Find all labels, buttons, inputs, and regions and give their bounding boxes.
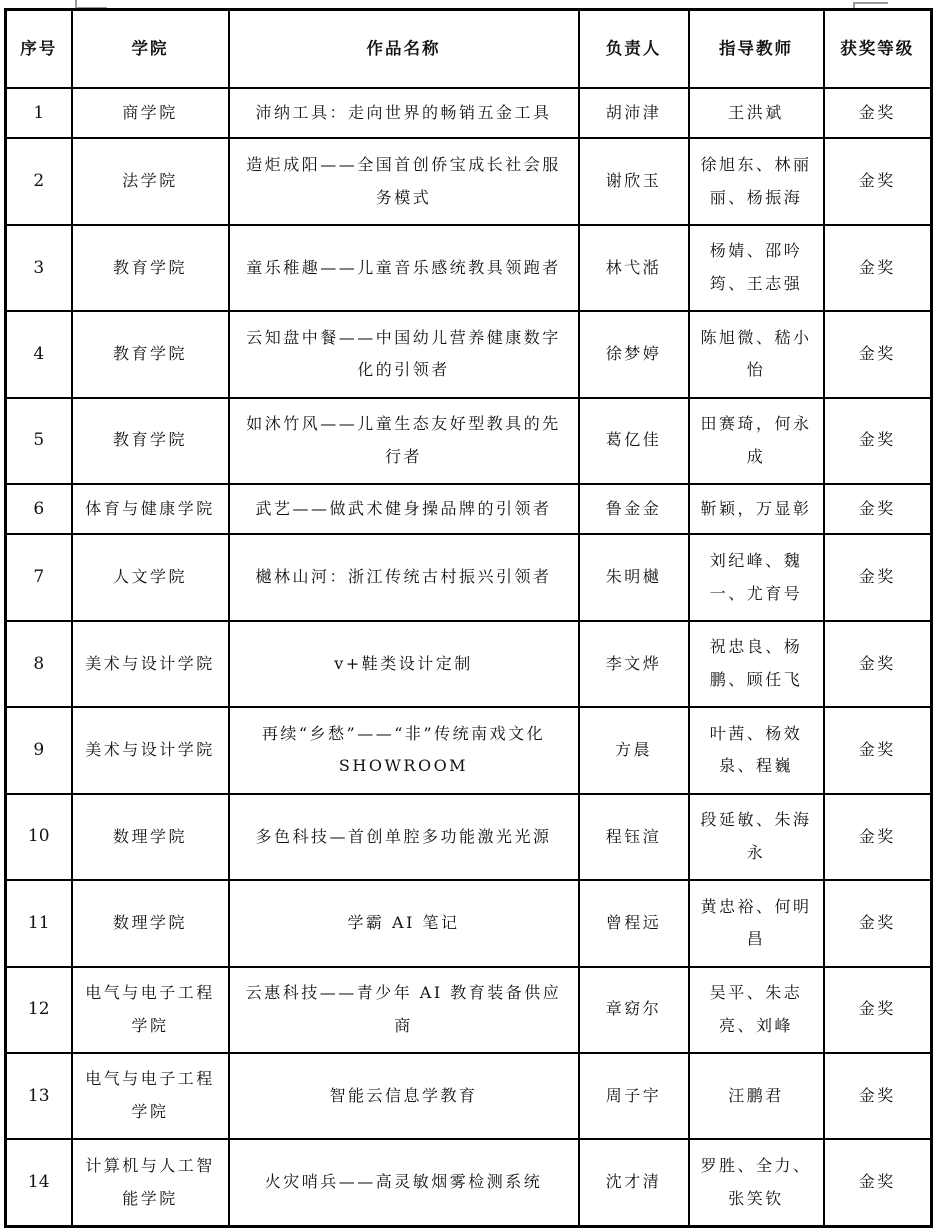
award-table-body [6,88,932,1227]
serial-number-cell: 3 [6,225,72,311]
table-row [6,621,932,707]
leader-cell: 沈才清 [579,1139,689,1226]
serial-number-cell: 10 [6,794,72,880]
award-level-cell: 金奖 [824,138,932,224]
header-leader: 负责人 [579,10,689,89]
advisors-cell: 黄忠裕、何明昌 [689,880,824,966]
award-level-cell: 金奖 [824,967,932,1053]
leader-cell: 周子宇 [579,1053,689,1139]
leader-cell: 曾程远 [579,880,689,966]
work-title-cell: 樾林山河：浙江传统古村振兴引领者 [229,534,579,620]
advisors-cell: 段延敏、朱海永 [689,794,824,880]
serial-number-cell: 1 [6,88,72,138]
college-cell: 电气与电子工程学院 [72,967,229,1053]
advisors-cell: 徐旭东、林丽丽、杨振海 [689,138,824,224]
table-row [6,1139,932,1226]
serial-number-cell: 11 [6,880,72,966]
leader-cell: 程钰渲 [579,794,689,880]
advisors-cell: 刘纪峰、魏一、尤育号 [689,534,824,620]
leader-cell: 林弋湉 [579,225,689,311]
leader-cell: 鲁金金 [579,484,689,534]
college-cell: 教育学院 [72,311,229,397]
leader-cell: 谢欣玉 [579,138,689,224]
leader-cell: 章窈尔 [579,967,689,1053]
work-title-cell: v+鞋类设计定制 [229,621,579,707]
work-title-cell: 沛纳工具：走向世界的畅销五金工具 [229,88,579,138]
table-row [6,311,932,397]
header-award-level: 获奖等级 [824,10,932,89]
work-title-cell: 多色科技—首创单腔多功能激光光源 [229,794,579,880]
table-row [6,967,932,1053]
college-cell: 计算机与人工智能学院 [72,1139,229,1226]
award-level-cell: 金奖 [824,1053,932,1139]
advisors-cell: 杨婧、邵吟筠、王志强 [689,225,824,311]
serial-number-cell: 5 [6,398,72,484]
advisors-cell: 罗胜、全力、张笑钦 [689,1139,824,1226]
serial-number-cell: 8 [6,621,72,707]
advisors-cell: 祝忠良、杨鹏、顾任飞 [689,621,824,707]
table-row [6,794,932,880]
award-level-cell: 金奖 [824,707,932,793]
header-advisors: 指导教师 [689,10,824,89]
serial-number-cell: 2 [6,138,72,224]
header-college: 学院 [72,10,229,89]
advisors-cell: 王洪斌 [689,88,824,138]
leader-cell: 胡沛津 [579,88,689,138]
work-title-cell: 火灾哨兵——高灵敏烟雾检测系统 [229,1139,579,1226]
work-title-cell: 造炬成阳——全国首创侨宝成长社会服务模式 [229,138,579,224]
header-serial-number: 序号 [6,10,72,89]
serial-number-cell: 4 [6,311,72,397]
award-level-cell: 金奖 [824,398,932,484]
table-header-row [6,10,932,89]
leader-cell: 徐梦婷 [579,311,689,397]
college-cell: 美术与设计学院 [72,621,229,707]
table-row [6,534,932,620]
table-row [6,88,932,138]
table-row [6,225,932,311]
work-title-cell: 智能云信息学教育 [229,1053,579,1139]
serial-number-cell: 9 [6,707,72,793]
award-level-cell: 金奖 [824,794,932,880]
college-cell: 教育学院 [72,398,229,484]
leader-cell: 方晨 [579,707,689,793]
college-cell: 数理学院 [72,880,229,966]
serial-number-cell: 6 [6,484,72,534]
advisors-cell: 吴平、朱志亮、刘峰 [689,967,824,1053]
serial-number-cell: 7 [6,534,72,620]
work-title-cell: 学霸 AI 笔记 [229,880,579,966]
table-row [6,398,932,484]
college-cell: 商学院 [72,88,229,138]
advisors-cell: 叶茜、杨效泉、程巍 [689,707,824,793]
award-level-cell: 金奖 [824,880,932,966]
award-level-cell: 金奖 [824,225,932,311]
serial-number-cell: 14 [6,1139,72,1226]
award-level-cell: 金奖 [824,311,932,397]
work-title-cell: 再续“乡愁”——“非”传统南戏文化 SHOWROOM [229,707,579,793]
leader-cell: 葛亿佳 [579,398,689,484]
advisors-cell: 陈旭微、嵇小怡 [689,311,824,397]
college-cell: 美术与设计学院 [72,707,229,793]
award-level-cell: 金奖 [824,621,932,707]
advisors-cell: 靳颖，万显彰 [689,484,824,534]
award-level-cell: 金奖 [824,88,932,138]
table-row [6,880,932,966]
header-work-title: 作品名称 [229,10,579,89]
work-title-cell: 如沐竹风——儿童生态友好型教具的先行者 [229,398,579,484]
serial-number-cell: 12 [6,967,72,1053]
award-level-cell: 金奖 [824,484,932,534]
work-title-cell: 童乐稚趣——儿童音乐感统教具领跑者 [229,225,579,311]
work-title-cell: 云惠科技——青少年 AI 教育装备供应商 [229,967,579,1053]
college-cell: 电气与电子工程学院 [72,1053,229,1139]
advisors-cell: 田赛琦，何永成 [689,398,824,484]
table-row [6,1053,932,1139]
work-title-cell: 武艺——做武术健身操品牌的引领者 [229,484,579,534]
college-cell: 体育与健康学院 [72,484,229,534]
advisors-cell: 汪鹏君 [689,1053,824,1139]
table-row [6,484,932,534]
college-cell: 人文学院 [72,534,229,620]
leader-cell: 李文烨 [579,621,689,707]
work-title-cell: 云知盘中餐——中国幼儿营养健康数字化的引领者 [229,311,579,397]
award-table [4,8,933,1228]
college-cell: 数理学院 [72,794,229,880]
serial-number-cell: 13 [6,1053,72,1139]
leader-cell: 朱明樾 [579,534,689,620]
award-level-cell: 金奖 [824,1139,932,1226]
college-cell: 教育学院 [72,225,229,311]
table-row [6,707,932,793]
award-level-cell: 金奖 [824,534,932,620]
table-row [6,138,932,224]
college-cell: 法学院 [72,138,229,224]
